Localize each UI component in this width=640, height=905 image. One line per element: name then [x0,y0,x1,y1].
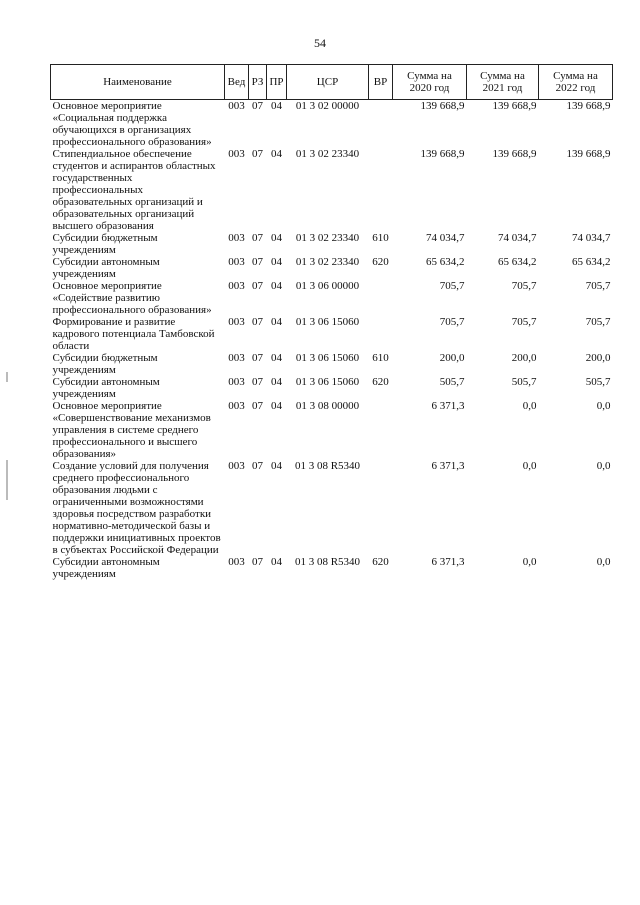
table-row [51,148,613,232]
row-sum-2021: 705,7 [511,280,537,292]
row-sum-2020: 74 034,7 [426,232,465,244]
row-sum-2022: 139 668,9 [566,100,611,112]
row-ved: 003 [228,232,245,244]
row-sum-2021: 74 034,7 [498,232,537,244]
row-sum-2020: 505,7 [439,376,465,388]
row-sum-2021: 65 634,2 [498,256,537,268]
row-rz: 07 [252,316,263,328]
row-ved: 003 [228,280,245,292]
col-header-pr: ПР [267,65,287,100]
table-row [51,376,613,400]
row-rz: 07 [252,556,263,568]
row-pr: 04 [271,556,282,568]
row-vr: 620 [372,376,389,388]
row-vr [369,100,393,149]
row-sum-2021: 0,0 [522,400,537,412]
table-row [51,400,613,460]
row-pr: 04 [271,352,282,364]
row-sum-2022: 65 634,2 [572,256,611,268]
row-csr: 01 3 08 00000 [295,400,360,412]
row-rz: 07 [252,100,263,112]
col-header-name: Наименование [51,65,225,100]
col-header-rz: РЗ [249,65,267,100]
row-sum-2021: 139 668,9 [492,148,537,160]
row-csr: 01 3 08 R5340 [294,556,361,568]
col-header-ved: Вед [225,65,249,100]
row-name: Основное мероприятие «Содействие развитию профессионального образования» [52,280,212,316]
table-row [51,316,613,352]
scan-edge-mark [6,372,8,382]
row-rz: 07 [252,280,263,292]
row-ved: 003 [228,556,245,568]
row-sum-2021: 505,7 [511,376,537,388]
row-pr: 04 [271,460,282,472]
row-csr: 01 3 08 R5340 [294,460,361,472]
col-header-sum-2021: Сумма на 2021 год [467,65,539,100]
row-sum-2021: 705,7 [511,316,537,328]
row-rz: 07 [252,148,263,160]
row-vr [369,460,393,556]
row-sum-2021: 0,0 [522,460,537,472]
row-sum-2020: 6 371,3 [431,556,465,568]
row-vr: 620 [372,556,389,568]
row-rz: 07 [252,352,263,364]
row-sum-2022: 0,0 [596,400,611,412]
row-csr: 01 3 02 23340 [295,148,360,160]
row-rz: 07 [252,400,263,412]
row-pr: 04 [271,256,282,268]
row-sum-2022: 200,0 [585,352,611,364]
row-sum-2020: 139 668,9 [420,148,465,160]
row-sum-2020: 705,7 [439,316,465,328]
row-name: Основное мероприятие «Социальная поддержка обучающихся в организациях профессионального образования» [52,100,212,148]
row-vr: 610 [372,232,389,244]
row-pr: 04 [271,280,282,292]
row-name: Основное мероприятие «Совершенствование механизмов управления в системе среднего профессионального и высшего образования» [52,400,211,460]
row-sum-2021: 0,0 [522,556,537,568]
row-pr: 04 [271,232,282,244]
table-row [51,556,613,580]
row-sum-2020: 65 634,2 [426,256,465,268]
row-rz: 07 [252,376,263,388]
row-pr: 04 [271,148,282,160]
row-csr: 01 3 06 15060 [295,376,360,388]
table-row [51,232,613,256]
row-vr: 610 [372,352,389,364]
row-rz: 07 [252,256,263,268]
row-sum-2022: 0,0 [596,556,611,568]
row-pr: 04 [271,100,282,112]
row-vr [369,316,393,352]
row-sum-2020: 200,0 [439,352,465,364]
row-sum-2021: 139 668,9 [492,100,537,112]
row-csr: 01 3 02 23340 [295,256,360,268]
row-csr: 01 3 02 23340 [295,232,360,244]
table-row [51,352,613,376]
row-name: Субсидии бюджетным учреждениям [52,232,158,256]
row-sum-2022: 0,0 [596,460,611,472]
row-ved: 003 [228,376,245,388]
row-csr: 01 3 06 00000 [295,280,360,292]
table-row [51,256,613,280]
row-pr: 04 [271,376,282,388]
col-header-sum-2020: Сумма на 2020 год [393,65,467,100]
row-rz: 07 [252,460,263,472]
row-ved: 003 [228,100,245,112]
header-row [51,65,613,100]
row-name: Создание условий для получения среднего профессионального образования людьми с ограниченными возможностями здоровья посредством разработки нормативно-методической базы и поддержки инициативных проектов в субъектах Российской Федерации [52,460,221,556]
row-sum-2022: 705,7 [585,280,611,292]
row-csr: 01 3 06 15060 [295,316,360,328]
row-sum-2022: 139 668,9 [566,148,611,160]
table-row [51,100,613,149]
col-header-vr: ВР [369,65,393,100]
row-vr [369,400,393,460]
row-ved: 003 [228,148,245,160]
row-ved: 003 [228,256,245,268]
row-vr [369,148,393,232]
row-name: Субсидии автономным учреждениям [52,376,160,400]
row-sum-2020: 6 371,3 [431,460,465,472]
row-csr: 01 3 02 00000 [295,100,360,112]
row-name: Формирование и развитие кадрового потенциала Тамбовской области [52,316,215,352]
budget-table [50,64,613,580]
col-header-sum-2022: Сумма на 2022 год [539,65,613,100]
row-vr [369,280,393,316]
row-csr: 01 3 06 15060 [295,352,360,364]
row-pr: 04 [271,400,282,412]
row-ved: 003 [228,460,245,472]
row-ved: 003 [228,316,245,328]
row-name: Субсидии автономным учреждениям [52,256,160,280]
row-sum-2022: 705,7 [585,316,611,328]
row-pr: 04 [271,316,282,328]
row-sum-2020: 6 371,3 [431,400,465,412]
row-ved: 003 [228,352,245,364]
scan-edge-mark [6,460,8,500]
col-header-csr: ЦСР [287,65,369,100]
row-name: Субсидии автономным учреждениям [52,556,160,580]
row-name: Субсидии бюджетным учреждениям [52,352,158,376]
row-name: Стипендиальное обеспечение студентов и аспирантов областных государственных профессиональных образовательных организаций и образовательных организаций высшего образования [52,148,216,232]
row-ved: 003 [228,400,245,412]
row-sum-2020: 705,7 [439,280,465,292]
row-rz: 07 [252,232,263,244]
row-sum-2020: 139 668,9 [420,100,465,112]
page-number: 54 [314,36,326,50]
table-row [51,460,613,556]
row-sum-2022: 74 034,7 [572,232,611,244]
row-vr: 620 [372,256,389,268]
row-sum-2022: 505,7 [585,376,611,388]
row-sum-2021: 200,0 [511,352,537,364]
table-row [51,280,613,316]
